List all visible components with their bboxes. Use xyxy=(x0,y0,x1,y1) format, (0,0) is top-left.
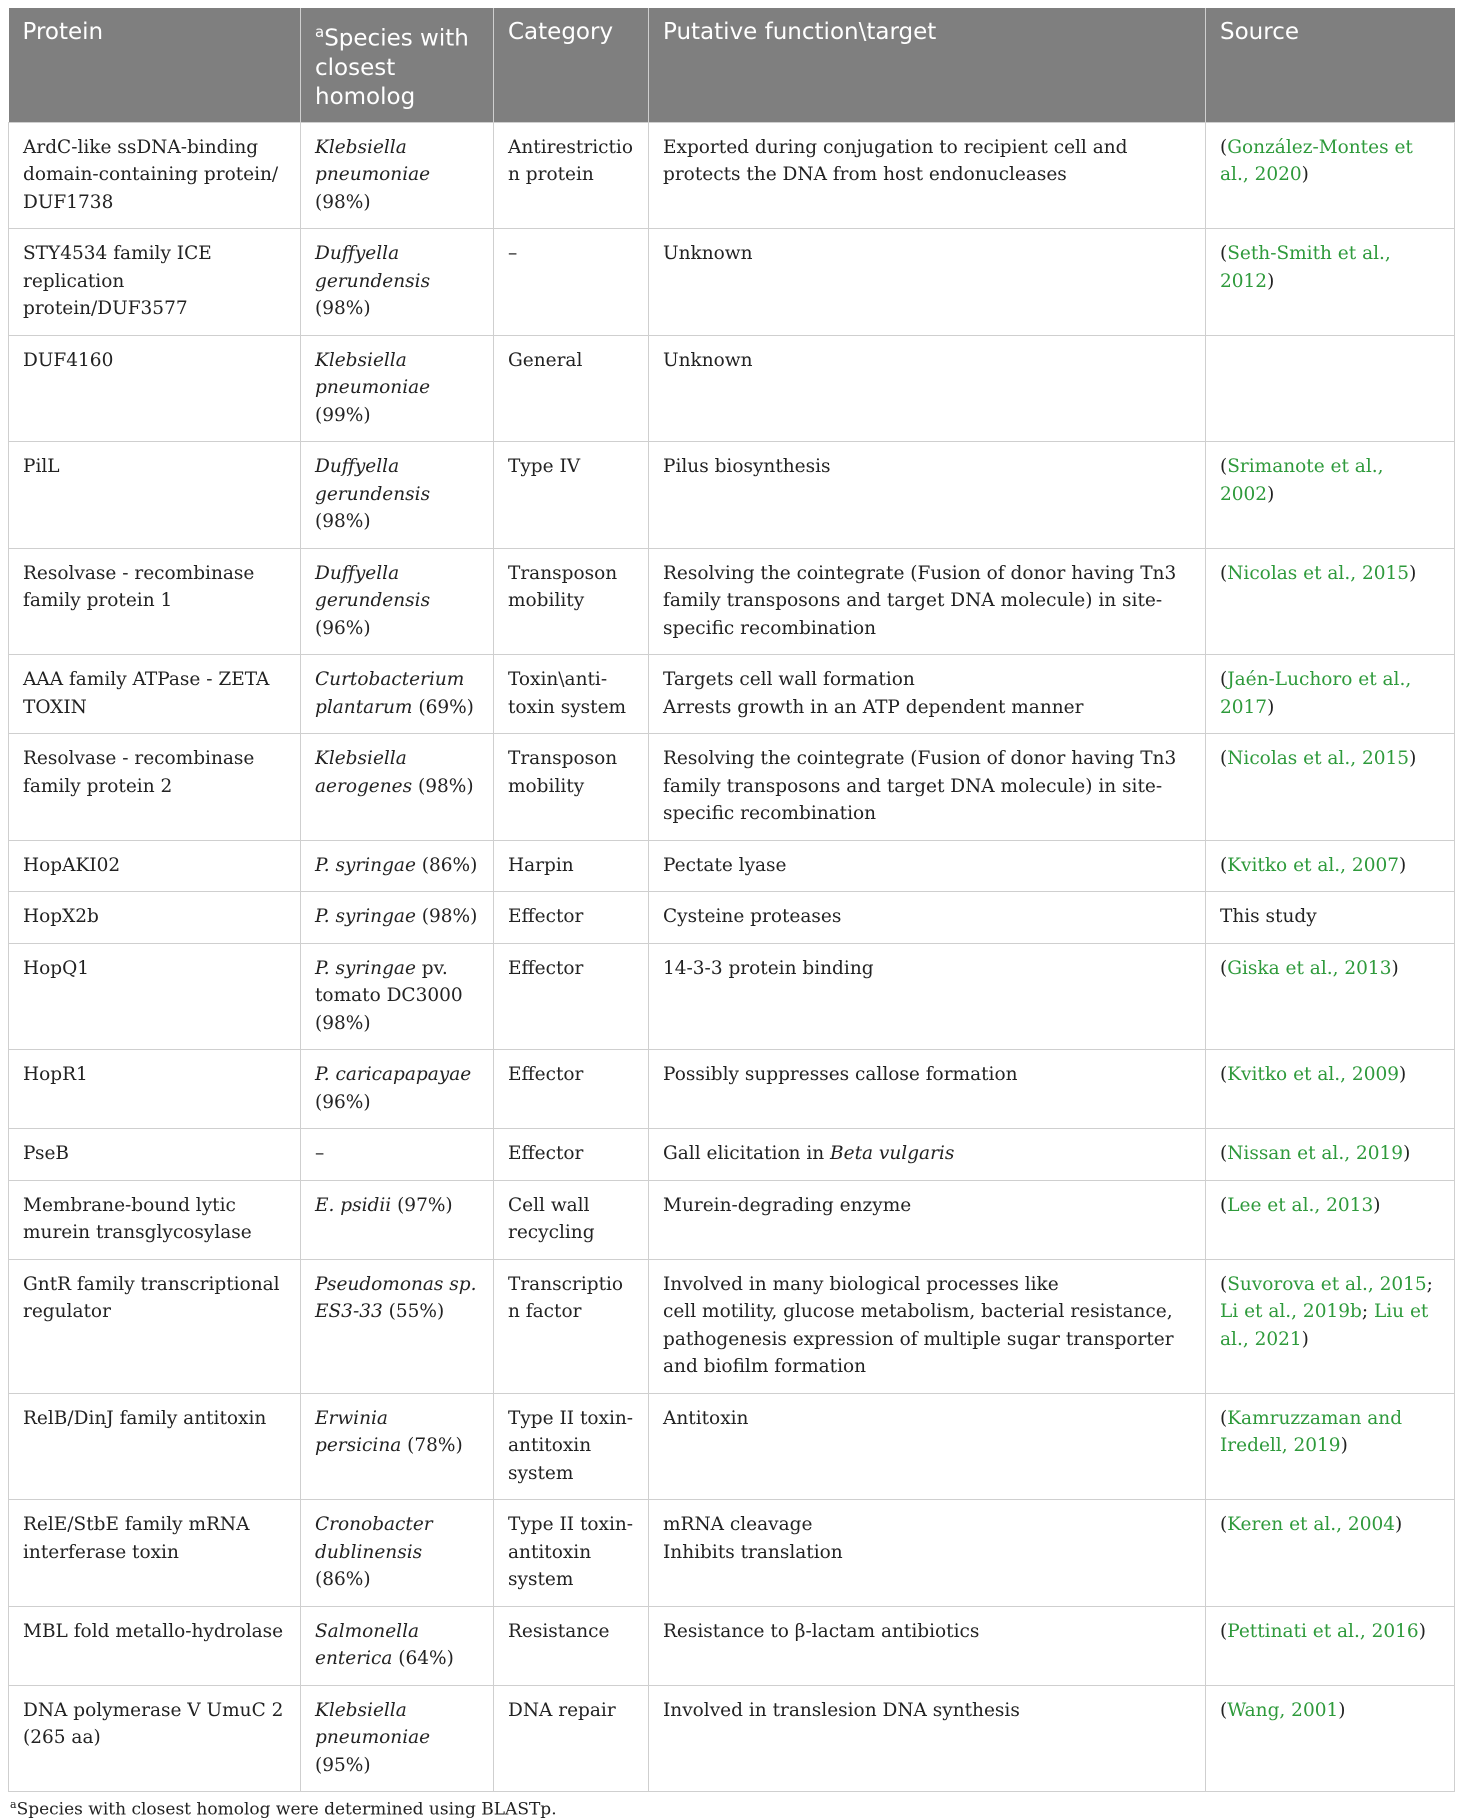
source-close: ) xyxy=(1403,1143,1411,1165)
cell-category: DNA repair xyxy=(494,1685,649,1792)
cell-species xyxy=(301,1606,494,1685)
source-text: This study xyxy=(1220,906,1317,928)
species-name: Duffyella gerundensis xyxy=(315,456,431,505)
cell-function xyxy=(649,655,1206,734)
source-link[interactable]: Seth-Smith et al., 2012 xyxy=(1220,243,1391,292)
cell-source xyxy=(1206,655,1455,734)
cell-function xyxy=(649,1129,1206,1181)
species-name: Duffyella gerundensis xyxy=(315,243,431,292)
function-text: Pilus biosynthesis xyxy=(663,456,831,478)
cell-function xyxy=(649,734,1206,841)
source-open: ( xyxy=(1220,748,1228,770)
table-footnote xyxy=(8,1798,1454,1820)
cell-function xyxy=(649,1500,1206,1607)
source-close: ) xyxy=(1267,696,1275,718)
function-text: Unknown xyxy=(663,349,753,371)
cell-protein: Membrane-bound lytic murein transglycosylase xyxy=(9,1180,301,1259)
species-extra: (55%) xyxy=(382,1301,445,1323)
species-name: Cronobacter dublinensis xyxy=(315,1514,433,1563)
cell-category: Type IV xyxy=(494,442,649,549)
cell-species xyxy=(301,1180,494,1259)
cell-species xyxy=(301,1500,494,1607)
cell-source xyxy=(1206,943,1455,1050)
function-text: Unknown xyxy=(663,243,753,265)
function-text: Resolving the cointegrate (Fusion of donor having Tn3 family transposons and target DNA molecule) in site-specific recombination xyxy=(663,748,1177,825)
source-open: ( xyxy=(1220,562,1228,584)
cell-category: Transposon mobility xyxy=(494,734,649,841)
cell-source xyxy=(1206,1259,1455,1393)
species-extra: pv. tomato DC3000 (98%) xyxy=(315,957,463,1034)
cell-protein: HopX2b xyxy=(9,892,301,944)
species-name: Curtobacterium plantarum xyxy=(315,669,465,718)
function-text: Murein-degrading enzyme xyxy=(663,1194,912,1216)
header-protein: Protein xyxy=(9,8,301,122)
header-species xyxy=(301,8,494,122)
species-name: P. syringae xyxy=(315,906,416,928)
species-extra: (98%) xyxy=(412,775,474,797)
source-link[interactable]: Pettinati et al., 2016 xyxy=(1227,1620,1419,1642)
cell-protein: DUF4160 xyxy=(9,335,301,442)
cell-protein: HopR1 xyxy=(9,1050,301,1129)
cell-species xyxy=(301,1685,494,1792)
cell-source xyxy=(1206,734,1455,841)
cell-category: Effector xyxy=(494,1050,649,1129)
footnote-text: Species with closest homolog were determined using BLASTp. xyxy=(16,1799,557,1820)
table-row xyxy=(9,1685,1455,1792)
function-text: 14-3-3 protein binding xyxy=(663,957,874,979)
species-name: Klebsiella aerogenes xyxy=(315,748,413,797)
cell-category: Effector xyxy=(494,1129,649,1181)
species-extra: (98%) xyxy=(315,191,371,213)
cell-protein: AAA family ATPase - ZETA TOXIN xyxy=(9,655,301,734)
table-row xyxy=(9,892,1455,944)
cell-protein: Resolvase - recombinase family protein 2 xyxy=(9,734,301,841)
function-text: Antitoxin xyxy=(663,1407,749,1429)
source-close: ) xyxy=(1338,1699,1346,1721)
source-close: ) xyxy=(1395,1514,1403,1536)
table-row xyxy=(9,1606,1455,1685)
table-container xyxy=(8,8,1454,1820)
cell-function xyxy=(649,1180,1206,1259)
species-name: P. syringae xyxy=(315,957,416,979)
source-link[interactable]: Kvitko et al., 2007 xyxy=(1227,854,1400,876)
table-body xyxy=(9,122,1455,1792)
cell-protein: GntR family transcriptional regulator xyxy=(9,1259,301,1393)
species-name: Klebsiella pneumoniae xyxy=(315,136,431,186)
header-category: Category xyxy=(494,8,649,122)
cell-species xyxy=(301,122,494,229)
source-open: ( xyxy=(1220,136,1228,158)
source-link[interactable]: Giska et al., 2013 xyxy=(1227,957,1392,979)
cell-species xyxy=(301,1129,494,1181)
cell-source xyxy=(1206,1129,1455,1181)
source-close: ) xyxy=(1301,164,1309,186)
source-open: ( xyxy=(1220,957,1228,979)
source-open: ( xyxy=(1220,854,1228,876)
cell-species xyxy=(301,442,494,549)
header-row xyxy=(9,8,1455,122)
species-extra: (64%) xyxy=(392,1648,454,1670)
species-extra: (86%) xyxy=(415,854,478,876)
species-extra: (98%) xyxy=(415,906,478,928)
species-extra: (96%) xyxy=(315,1091,371,1113)
species-extra: (78%) xyxy=(401,1435,463,1457)
table-row xyxy=(9,1500,1455,1607)
species-extra: (97%) xyxy=(391,1194,453,1216)
cell-function xyxy=(649,943,1206,1050)
source-close: ) xyxy=(1267,483,1275,505)
table-row xyxy=(9,1259,1455,1393)
cell-category: Transposon mobility xyxy=(494,548,649,655)
table-row xyxy=(9,734,1455,841)
protein-table xyxy=(8,8,1455,1792)
cell-function xyxy=(649,840,1206,892)
cell-function xyxy=(649,1393,1206,1500)
cell-function xyxy=(649,1050,1206,1129)
source-close: ) xyxy=(1301,1328,1309,1350)
function-text: Gall elicitation in xyxy=(663,1143,831,1165)
cell-species xyxy=(301,1393,494,1500)
species-name: P. caricapapayae xyxy=(315,1064,472,1086)
species-extra: – xyxy=(315,1143,325,1165)
species-extra: (98%) xyxy=(315,298,371,320)
source-open: ( xyxy=(1220,1699,1228,1721)
function-text: Cysteine proteases xyxy=(663,906,842,928)
cell-species xyxy=(301,548,494,655)
source-open: ( xyxy=(1220,1273,1228,1295)
source-open: ( xyxy=(1220,1620,1228,1642)
cell-category: Antirestriction protein xyxy=(494,122,649,229)
cell-function xyxy=(649,1685,1206,1792)
source-sep: ; xyxy=(1426,1273,1433,1295)
cell-species xyxy=(301,1259,494,1393)
cell-category: Type II toxin-antitoxin system xyxy=(494,1393,649,1500)
cell-function xyxy=(649,1606,1206,1685)
cell-protein: HopQ1 xyxy=(9,943,301,1050)
cell-category: Transcription factor xyxy=(494,1259,649,1393)
species-extra: (96%) xyxy=(315,617,371,639)
cell-category: Harpin xyxy=(494,840,649,892)
function-species: Beta vulgaris xyxy=(830,1143,955,1165)
source-link[interactable]: Liu et al., 2021 xyxy=(1220,1301,1429,1350)
cell-category: Type II toxin-antitoxin system xyxy=(494,1500,649,1607)
cell-category: Effector xyxy=(494,892,649,944)
cell-function xyxy=(649,229,1206,336)
cell-species xyxy=(301,943,494,1050)
cell-source xyxy=(1206,122,1455,229)
table-row xyxy=(9,229,1455,336)
function-text: mRNA cleavage Inhibits translation xyxy=(663,1514,843,1563)
source-link[interactable]: González-Montes et al., 2020 xyxy=(1220,136,1413,186)
cell-protein: STY4534 family ICE replication protein/DUF3577 xyxy=(9,229,301,336)
cell-category: General xyxy=(494,335,649,442)
function-text: Resistance to β-lactam antibiotics xyxy=(663,1620,980,1642)
cell-source xyxy=(1206,229,1455,336)
source-close: ) xyxy=(1391,957,1399,979)
species-extra: (99%) xyxy=(315,404,371,426)
source-link[interactable]: Lee et al., 2013 xyxy=(1227,1194,1374,1216)
table-row xyxy=(9,1129,1455,1181)
cell-protein: MBL fold metallo-hydrolase xyxy=(9,1606,301,1685)
source-close: ) xyxy=(1373,1194,1381,1216)
function-text: Possibly suppresses callose formation xyxy=(663,1064,1018,1086)
cell-species xyxy=(301,335,494,442)
function-text: Involved in many biological processes like cell motility, glucose metabolism, bacterial resistance, pathogenesis expression of multiple sugar transporter and biofilm formation xyxy=(663,1273,1174,1378)
cell-protein: PseB xyxy=(9,1129,301,1181)
table-row xyxy=(9,122,1455,229)
species-extra: (95%) xyxy=(315,1754,371,1776)
table-row xyxy=(9,1050,1455,1129)
cell-species xyxy=(301,734,494,841)
cell-protein: HopAKI02 xyxy=(9,840,301,892)
species-extra: (98%) xyxy=(315,511,371,533)
table-row xyxy=(9,1393,1455,1500)
source-link[interactable]: Li et al., 2019b xyxy=(1220,1301,1362,1323)
species-name: E. psidii xyxy=(315,1194,392,1216)
cell-protein: DNA polymerase V UmuC 2 (265 aa) xyxy=(9,1685,301,1792)
source-link[interactable]: Nissan et al., 2019 xyxy=(1227,1143,1404,1165)
source-open: ( xyxy=(1220,243,1228,265)
cell-species xyxy=(301,655,494,734)
table-row xyxy=(9,655,1455,734)
source-open: ( xyxy=(1220,669,1228,691)
header-function: Putative function\target xyxy=(649,8,1206,122)
source-link[interactable]: Nicolas et al., 2015 xyxy=(1227,562,1410,584)
source-link[interactable]: Jaén-Luchoro et al., 2017 xyxy=(1220,669,1412,718)
cell-category: Toxin\anti-toxin system xyxy=(494,655,649,734)
source-close: ) xyxy=(1409,748,1417,770)
source-close: ) xyxy=(1418,1620,1426,1642)
source-close: ) xyxy=(1340,1435,1348,1457)
species-name: Klebsiella pneumoniae xyxy=(315,349,431,399)
table-row xyxy=(9,335,1455,442)
table-row xyxy=(9,442,1455,549)
function-text: Resolving the cointegrate (Fusion of donor having Tn3 family transposons and target DNA molecule) in site-specific recombination xyxy=(663,562,1177,639)
source-link[interactable]: Kvitko et al., 2009 xyxy=(1227,1064,1400,1086)
table-row xyxy=(9,548,1455,655)
source-link[interactable]: Kamruzzaman and Iredell, 2019 xyxy=(1220,1407,1403,1457)
cell-source xyxy=(1206,1050,1455,1129)
table-row xyxy=(9,840,1455,892)
cell-species xyxy=(301,892,494,944)
cell-species xyxy=(301,229,494,336)
function-text: Pectate lyase xyxy=(663,854,787,876)
cell-source xyxy=(1206,1393,1455,1500)
source-close: ) xyxy=(1409,562,1417,584)
source-link[interactable]: Suvorova et al., 2015 xyxy=(1227,1273,1427,1295)
header-source: Source xyxy=(1206,8,1455,122)
species-extra: (86%) xyxy=(315,1569,371,1591)
cell-protein: Resolvase - recombinase family protein 1 xyxy=(9,548,301,655)
cell-protein: PilL xyxy=(9,442,301,549)
cell-source xyxy=(1206,840,1455,892)
function-text: Involved in translesion DNA synthesis xyxy=(663,1699,1020,1721)
cell-protein: RelE/StbE family mRNA interferase toxin xyxy=(9,1500,301,1607)
cell-category: Effector xyxy=(494,943,649,1050)
footnote-sup: a xyxy=(10,1798,17,1812)
table-row xyxy=(9,1180,1455,1259)
cell-function xyxy=(649,442,1206,549)
cell-category: Cell wall recycling xyxy=(494,1180,649,1259)
cell-source xyxy=(1206,1606,1455,1685)
source-open: ( xyxy=(1220,1064,1228,1086)
species-name: P. syringae xyxy=(315,854,416,876)
species-name: Salmonella enterica xyxy=(315,1620,420,1670)
cell-source xyxy=(1206,442,1455,549)
source-link[interactable]: Keren et al., 2004 xyxy=(1227,1514,1396,1536)
cell-category: Resistance xyxy=(494,1606,649,1685)
cell-species xyxy=(301,840,494,892)
source-open: ( xyxy=(1220,1143,1228,1165)
cell-function xyxy=(649,1259,1206,1393)
cell-source xyxy=(1206,335,1455,442)
cell-function xyxy=(649,335,1206,442)
source-close: ) xyxy=(1267,270,1275,292)
source-open: ( xyxy=(1220,1514,1228,1536)
source-open: ( xyxy=(1220,1407,1228,1429)
cell-source xyxy=(1206,892,1455,944)
cell-category: – xyxy=(494,229,649,336)
source-link[interactable]: Srimanote et al., 2002 xyxy=(1220,456,1384,505)
cell-source xyxy=(1206,1500,1455,1607)
cell-protein: RelB/DinJ family antitoxin xyxy=(9,1393,301,1500)
cell-source xyxy=(1206,1180,1455,1259)
cell-source xyxy=(1206,1685,1455,1792)
function-text: Exported during conjugation to recipient cell and protects the DNA from host endonucleases xyxy=(663,136,1128,186)
function-text: Targets cell wall formation Arrests growth in an ATP dependent manner xyxy=(663,669,1084,718)
cell-function xyxy=(649,548,1206,655)
source-link[interactable]: Nicolas et al., 2015 xyxy=(1227,748,1410,770)
species-name: Duffyella gerundensis xyxy=(315,562,431,612)
species-extra: (69%) xyxy=(412,696,474,718)
cell-function xyxy=(649,122,1206,229)
cell-species xyxy=(301,1050,494,1129)
cell-protein: ArdC-like ssDNA-binding domain-containing protein/ DUF1738 xyxy=(9,122,301,229)
header-species-label: Species with closest homolog xyxy=(315,25,469,110)
cell-function xyxy=(649,892,1206,944)
source-sep: ; xyxy=(1361,1301,1374,1323)
source-link[interactable]: Wang, 2001 xyxy=(1227,1699,1339,1721)
table-row xyxy=(9,943,1455,1050)
source-open: ( xyxy=(1220,456,1228,478)
species-name: Erwinia persicina xyxy=(315,1407,402,1457)
source-close: ) xyxy=(1399,1064,1407,1086)
species-name: Pseudomonas sp. ES3-33 xyxy=(315,1273,477,1323)
source-close: ) xyxy=(1399,854,1407,876)
cell-source xyxy=(1206,548,1455,655)
species-name: Klebsiella pneumoniae xyxy=(315,1699,431,1749)
source-open: ( xyxy=(1220,1194,1228,1216)
header-species-sup: a xyxy=(315,23,325,41)
